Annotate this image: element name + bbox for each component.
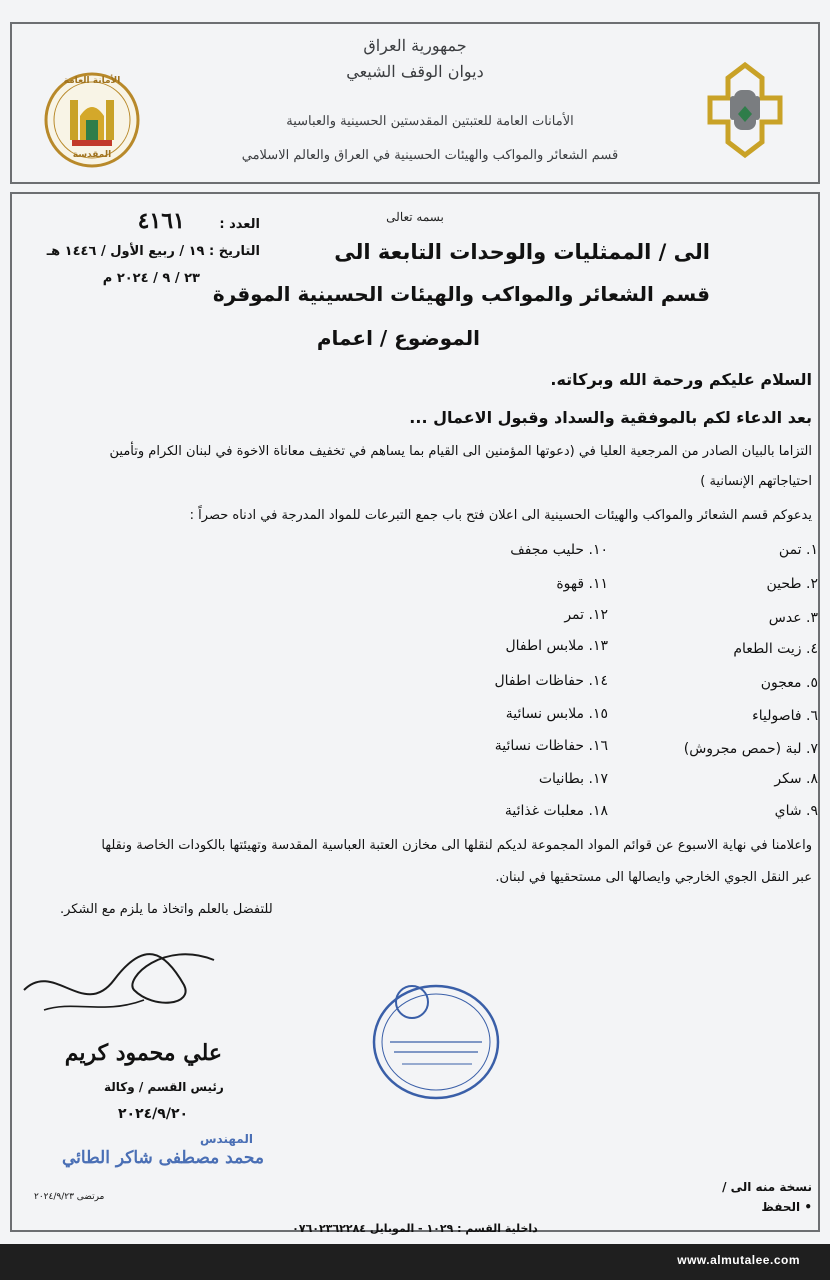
- secretariat-logo: [42, 70, 142, 170]
- header-line-secretariat: الأمانات العامة للعتبتين المقدستين الحسينية والعباسية: [286, 114, 574, 129]
- header-line-department: قسم الشعائر والمواكب والهيئات الحسينية في العراق والعالم الاسلامي: [241, 148, 619, 163]
- list-item: ١٣. ملابس اطفال: [505, 638, 608, 654]
- engineer-label: المهندس: [200, 1132, 253, 1146]
- copies-item-archive: • الحفظ: [761, 1200, 812, 1214]
- reference-block: [30, 208, 260, 286]
- date-hijri: التاريخ : ١٩ / ربيع الأول / ١٤٤٦ هـ: [46, 244, 260, 259]
- department-line: قسم الشعائر والمواكب والهيئات الحسينية الموقرة: [212, 282, 710, 306]
- header-line-country: جمهورية العراق: [363, 36, 467, 55]
- watermark-bar: [0, 1244, 830, 1280]
- subject-line: الموضوع / اعمام: [316, 326, 480, 350]
- paragraph-3-line-2: عبر النقل الجوي الخارجي وايصالها الى مستحقيها في لبنان.: [495, 870, 812, 885]
- list-item: ٢. طحين: [766, 576, 818, 592]
- list-item: ١٦. حفاظات نسائية: [494, 738, 608, 754]
- list-item: ٦. فاصولياء: [752, 708, 818, 724]
- number-value: ٤١٦١: [137, 208, 185, 234]
- paragraph-2: يدعوكم قسم الشعائر والمواكب والهيئات الحسينية الى اعلان فتح باب جمع التبرعات للمواد المدرجة في ادناه حصراً :: [189, 508, 812, 523]
- logo-text-top: الأمانة العامة: [63, 76, 121, 86]
- list-item: ١٧. بطانيات: [538, 771, 608, 787]
- greeting: السلام عليكم ورحمة الله وبركاته.: [550, 370, 812, 389]
- list-item: ١١. قهوة: [556, 576, 608, 592]
- recipient-line: الى / الممثليات والوحدات التابعة الى: [334, 240, 710, 264]
- basmala: بسمه تعالى: [386, 210, 444, 224]
- paragraph-1-line-1: التزاما بالبيان الصادر من المرجعية العليا في (دعوتها المؤمنين الى القيام بما يساهم في تخفيف معاناة الاخوة في لبنان الكرام وتأمين: [109, 444, 812, 459]
- handwritten-signature: [14, 930, 234, 1030]
- list-item: ٨. سكر: [774, 771, 818, 787]
- signatory-name: علي محمود كريم: [64, 1040, 222, 1066]
- logo-text-bottom: المقدسة: [72, 150, 112, 160]
- list-item: ١٢. تمر: [564, 607, 608, 623]
- list-item: ١٠. حليب مجفف: [510, 542, 608, 558]
- list-item: ٩. شاي: [774, 803, 818, 819]
- list-item: ٥. معجون: [760, 675, 818, 691]
- list-item: ١. تمن: [778, 542, 818, 558]
- paragraph-3-line-1: واعلامنا في نهاية الاسبوع عن قوائم المواد المجموعة لديكم لنقلها الى مخازن العتبة العباسية المقدسة وتهيئتها بالكودات الخاصة ونقلها: [101, 838, 812, 853]
- prayer: بعد الدعاء لكم بالموفقية والسداد وقبول الاعمال ...: [409, 408, 812, 427]
- footer-contact: داخلية القسم : ١٠٢٩ - الموبايل ٠٧٦٠٢٣٦٢٢٨٤: [292, 1222, 538, 1235]
- engineer-stamp-name: محمد مصطفى شاكر الطائي: [62, 1148, 264, 1168]
- website-watermark: www.almutalee.com: [677, 1253, 800, 1267]
- list-item: ٤. زيت الطعام: [733, 641, 818, 657]
- list-item: ١٨. معلبات غذائية: [504, 803, 608, 819]
- list-item: ١٥. ملابس نسائية: [505, 706, 608, 722]
- signature-date: ٢٠٢٤/٩/٢٠: [118, 1106, 189, 1122]
- closing-line: للتفضل بالعلم واتخاذ ما يلزم مع الشكر.: [60, 902, 273, 917]
- list-item: ١٤. حفاظات اطفال: [494, 673, 608, 689]
- signatory-role: رئيس القسم / وكالة: [104, 1080, 224, 1094]
- number-label: العدد :: [219, 217, 260, 232]
- date-gregorian: ٢٣ / ٩ / ٢٠٢٤ م: [102, 271, 200, 286]
- list-item: ٣. عدس: [768, 610, 818, 626]
- department-logo: [700, 60, 790, 160]
- list-item: ٧. لبة (حمص مجروش): [683, 741, 818, 757]
- header-line-diwan: ديوان الوقف الشيعي: [346, 62, 484, 81]
- typist-note: مرتضى ٢٠٢٤/٩/٢٣: [34, 1192, 105, 1202]
- paragraph-1-line-2: احتياجاتهم الإنسانية ): [700, 474, 812, 489]
- official-stamp: [368, 972, 504, 1106]
- copies-label: نسخة منه الى /: [722, 1180, 812, 1194]
